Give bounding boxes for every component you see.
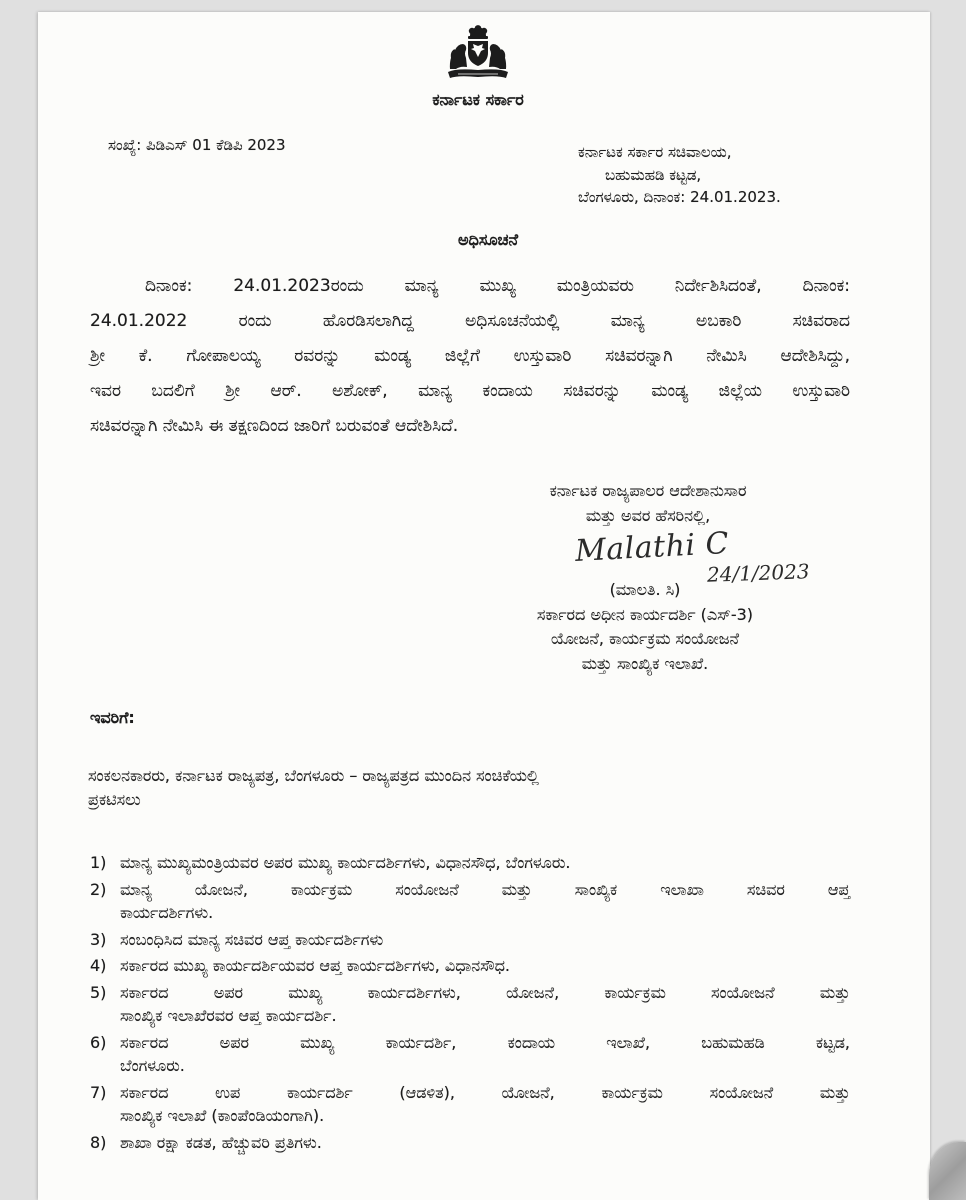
list-item-number: 4) — [90, 956, 107, 975]
designation-line: ಮತ್ತು ಸಾಂಖ್ಯಿಕ ಇಲಾಖೆ. — [581, 653, 709, 673]
reference-number: ಸಂಖ್ಯೆ: ಪಿಡಿಎಸ್ 01 ಕೆಡಿಪಿ 2023 — [108, 136, 286, 154]
body-line: ದಿನಾಂಕ: 24.01.2023ರಂದು ಮಾನ್ಯ ಮುಖ್ಯ ಮಂತ್ರಿಯವರು ನಿರ್ದೇಶಿಸಿದಂತೆ, ದಿನಾಂಕ: — [145, 276, 850, 296]
list-item — [90, 1081, 850, 1128]
handwritten-date: 24/1/2023 — [706, 559, 810, 587]
authority-line: ಕರ್ನಾಟಕ ರಾಜ್ಯಪಾಲರ ಆದೇಶಾನುಸಾರ — [549, 481, 747, 500]
list-item-text: ಸಾಂಖ್ಯಿಕ ಇಲಾಖೆ (ಕಾಂಪೆಂಡಿಯಂಗಾಗಿ). — [120, 1106, 325, 1125]
list-item-number: 1) — [90, 853, 107, 872]
list-item-text: ಕಾರ್ಯದರ್ಶಿಗಳು. — [120, 903, 214, 922]
authority-line: ಮತ್ತು ಅವರ ಹೆಸರಿನಲ್ಲಿ, — [585, 506, 711, 525]
list-item — [90, 928, 850, 952]
body-line: 24.01.2022 ರಂದು ಹೊರಡಿಸಲಾಗಿದ್ದ ಅಧಿಸೂಚನೆಯಲ್ಲಿ ಮಾನ್ಯ ಅಬಕಾರಿ ಸಚಿವರಾದ — [90, 311, 850, 331]
state-emblem-icon — [446, 22, 510, 88]
list-item-text: ಮಾನ್ಯ ಯೋಜನೆ, ಕಾರ್ಯಕ್ರಮ ಸಂಯೋಜನೆ ಮತ್ತು ಸಾಂಖ್ಯಿಕ ಇಲಾಖಾ ಸಚಿವರ ಆಪ್ತ — [120, 879, 850, 899]
office-address — [578, 141, 878, 209]
list-item-text: ಸರ್ಕಾರದ ಉಪ ಕಾರ್ಯದರ್ಶಿ (ಆಡಳಿತ), ಯೋಜನೆ, ಕಾರ್ಯಕ್ರಮ ಸಂಯೋಜನೆ ಮತ್ತು — [120, 1082, 850, 1102]
list-item-text: ಸರ್ಕಾರದ ಅಪರ ಮುಖ್ಯ ಕಾರ್ಯದರ್ಶಿಗಳು, ಯೋಜನೆ, ಕಾರ್ಯಕ್ರಮ ಸಂಯೋಜನೆ ಮತ್ತು — [120, 982, 850, 1002]
recipients-heading: ಇವರಿಗೆ: — [90, 708, 135, 727]
primary-recipient-line: ಪ್ರಕಟಿಸಲು — [88, 790, 141, 809]
signatory-name: (ಮಾಲತಿ. ಸಿ) — [609, 580, 681, 599]
list-item-text: ಸರ್ಕಾರದ ಅಪರ ಮುಖ್ಯ ಕಾರ್ಯದರ್ಶಿ, ಕಂದಾಯ ಇಲಾಖೆ, ಬಹುಮಹಡಿ ಕಟ್ಟಡ, — [120, 1032, 850, 1052]
government-heading: ಕರ್ನಾಟಕ ಸರ್ಕಾರ — [432, 90, 524, 109]
list-item — [90, 954, 850, 978]
list-item-text: ಸಂಬಂಧಿಸಿದ ಮಾನ್ಯ ಸಚಿವರ ಆಪ್ತ ಕಾರ್ಯದರ್ಶಿಗಳು — [120, 929, 384, 949]
list-item-number: 2) — [90, 879, 107, 899]
notification-title: ಅಧಿಸೂಚನೆ — [457, 230, 519, 249]
list-item-text: ಮಾನ್ಯ ಮುಖ್ಯಮಂತ್ರಿಯವರ ಅಪರ ಮುಖ್ಯ ಕಾರ್ಯದರ್ಶಿಗಳು, ವಿಧಾನಸೌಧ, ಬೆಂಗಳೂರು. — [120, 853, 571, 872]
address-line: ಬಹುಮಹಡಿ ಕಟ್ಟಡ, — [605, 165, 702, 184]
primary-recipient-line: ಸಂಕಲನಕಾರರು, ಕರ್ನಾಟಕ ರಾಜ್ಯಪತ್ರ, ಬೆಂಗಳೂರು – ರಾಜ್ಯಪತ್ರದ ಮುಂದಿನ ಸಂಚಿಕೆಯಲ್ಲಿ — [88, 766, 539, 785]
authority-statement — [468, 478, 828, 528]
page-curl-corner — [929, 1142, 966, 1200]
list-item — [90, 1131, 850, 1155]
signatory-block — [465, 578, 825, 676]
primary-recipient — [88, 764, 848, 812]
body-line: ಸಚಿವರನ್ನಾಗಿ ನೇಮಿಸಿ ಈ ತಕ್ಷಣದಿಂದ ಜಾರಿಗೆ ಬರುವಂತೆ ಆದೇಶಿಸಿದೆ. — [90, 416, 459, 436]
emblem-abacus — [468, 36, 488, 39]
handwritten-signature: Malathi C — [574, 525, 730, 570]
body-line: ಶ್ರೀ ಕೆ. ಗೋಪಾಲಯ್ಯ ರವರನ್ನು ಮಂಡ್ಯ ಜಿಲ್ಲೆಗೆ ಉಸ್ತುವಾರಿ ಸಚಿವರನ್ನಾಗಿ ನೇಮಿಸಿ ಆದೇಶಿಸಿದ್ದು, — [90, 346, 850, 366]
designation-line: ಯೋಜನೆ, ಕಾರ್ಯಕ್ರಮ ಸಂಯೋಜನೆ — [550, 629, 740, 648]
list-item — [90, 1031, 850, 1078]
list-item — [90, 981, 850, 1028]
designation-line: ಸರ್ಕಾರದ ಅಧೀನ ಕಾರ್ಯದರ್ಶಿ (ಎಸ್-3) — [536, 604, 754, 624]
list-item-number: 8) — [90, 1132, 107, 1152]
address-line: ಕರ್ನಾಟಕ ಸರ್ಕಾರ ಸಚಿವಾಲಯ, — [578, 143, 732, 161]
list-item-text: ಸಾಂಖ್ಯಿಕ ಇಲಾಖೆರವರ ಆಪ್ತ ಕಾರ್ಯದರ್ಶಿ. — [120, 1006, 337, 1025]
list-item-text: ಬೆಂಗಳೂರು. — [120, 1056, 185, 1075]
list-item-number: 3) — [90, 929, 107, 949]
notification-body — [90, 269, 850, 444]
list-item-text: ಸರ್ಕಾರದ ಮುಖ್ಯ ಕಾರ್ಯದರ್ಶಿಯವರ ಆಪ್ತ ಕಾರ್ಯದರ್ಶಿಗಳು, ವಿಧಾನಸೌಧ. — [120, 956, 510, 975]
list-item-number: 5) — [90, 982, 107, 1002]
list-item-number: 7) — [90, 1082, 107, 1102]
list-item — [90, 878, 850, 925]
list-item — [90, 851, 850, 875]
address-date-line: ಬೆಂಗಳೂರು, ದಿನಾಂಕ: 24.01.2023. — [578, 188, 781, 206]
list-item-number: 6) — [90, 1032, 107, 1052]
copy-to-list — [90, 851, 850, 1157]
emblem-lion-head-left — [469, 28, 475, 34]
body-line: ಇವರ ಬದಲಿಗೆ ಶ್ರೀ ಆರ್. ಅಶೋಕ್, ಮಾನ್ಯ ಕಂದಾಯ ಸಚಿವರನ್ನು ಮಂಡ್ಯ ಜಿಲ್ಲೆಯ ಉಸ್ತುವಾರಿ — [90, 381, 850, 401]
emblem-lion-head-right — [481, 28, 487, 34]
emblem-lion-head-center — [475, 25, 482, 32]
list-item-text: ಶಾಖಾ ರಕ್ಷಾ ಕಡತ, ಹೆಚ್ಚುವರಿ ಪ್ರತಿಗಳು. — [120, 1132, 322, 1152]
